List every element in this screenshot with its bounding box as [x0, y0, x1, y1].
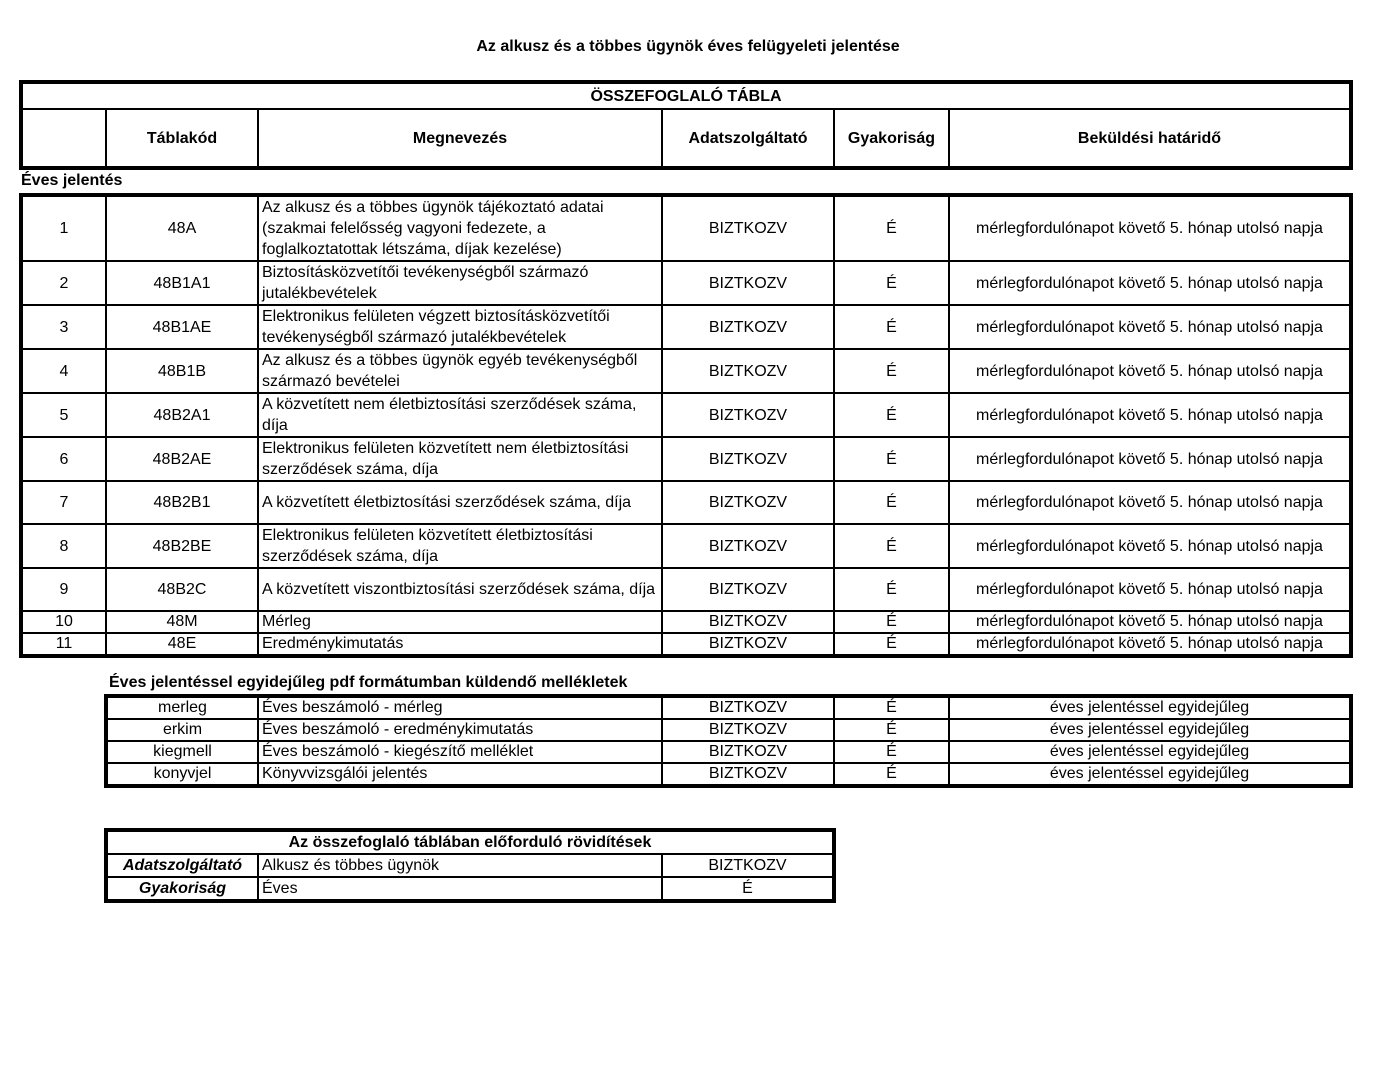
- table-row: [21, 261, 1351, 305]
- deadline: éves jelentéssel egyidejűleg: [949, 741, 1351, 763]
- table-row: [21, 437, 1351, 481]
- table-row: [21, 524, 1351, 568]
- abbreviation-key: Gyakoriság: [106, 877, 258, 901]
- data-provider: BIZTKOZV: [662, 696, 834, 719]
- frequency: É: [834, 195, 949, 261]
- attachment-name: Könyvvizsgálói jelentés: [258, 763, 662, 786]
- deadline: mérlegfordulónapot követő 5. hónap utolsó napja: [949, 568, 1351, 611]
- attachment-code: kiegmell: [106, 741, 258, 763]
- table-code: 48B1AE: [106, 305, 258, 349]
- col-header-code: Táblakód: [106, 109, 258, 168]
- table-row: [21, 481, 1351, 524]
- deadline: éves jelentéssel egyidejűleg: [949, 763, 1351, 786]
- attachment-name: Éves beszámoló - mérleg: [258, 696, 662, 719]
- attachment-code: erkim: [106, 719, 258, 741]
- frequency: É: [834, 393, 949, 437]
- annual-report-label: Éves jelentés: [21, 172, 123, 189]
- table-code: 48B2A1: [106, 393, 258, 437]
- table-name: Az alkusz és a többes ügynök tájékoztató adatai (szakmai felelősség vagyoni fedezete, a foglalkoztatottak létszáma, díjak kezelése): [258, 195, 662, 261]
- data-provider: BIZTKOZV: [662, 305, 834, 349]
- table-row: [21, 393, 1351, 437]
- table-row: [106, 741, 1351, 763]
- row-number: 2: [21, 261, 106, 305]
- table-name: A közvetített viszontbiztosítási szerződések száma, díja: [258, 568, 662, 611]
- data-provider: BIZTKOZV: [662, 393, 834, 437]
- row-number: 7: [21, 481, 106, 524]
- document-title: Az alkusz és a többes ügynök éves felügyeleti jelentése: [476, 38, 900, 55]
- row-number: 6: [21, 437, 106, 481]
- table-row: [106, 696, 1351, 719]
- frequency: É: [834, 481, 949, 524]
- table-row: [106, 763, 1351, 786]
- frequency: É: [834, 719, 949, 741]
- attachment-code: konyvjel: [106, 763, 258, 786]
- deadline: mérlegfordulónapot követő 5. hónap utolsó napja: [949, 611, 1351, 633]
- data-provider: BIZTKOZV: [662, 719, 834, 741]
- col-header-num: [21, 109, 106, 168]
- row-number: 8: [21, 524, 106, 568]
- col-header-deadline: Beküldési határidő: [949, 109, 1351, 168]
- table-row: [21, 633, 1351, 656]
- data-provider: BIZTKOZV: [662, 349, 834, 393]
- attachment-name: Éves beszámoló - eredménykimutatás: [258, 719, 662, 741]
- deadline: éves jelentéssel egyidejűleg: [949, 719, 1351, 741]
- table-code: 48B2C: [106, 568, 258, 611]
- table-code: 48B1B: [106, 349, 258, 393]
- table-row: [106, 877, 834, 901]
- data-provider: BIZTKOZV: [662, 261, 834, 305]
- table-name: Elektronikus felületen közvetített nem életbiztosítási szerződések száma, díja: [258, 437, 662, 481]
- deadline: éves jelentéssel egyidejűleg: [949, 696, 1351, 719]
- deadline: mérlegfordulónapot követő 5. hónap utolsó napja: [949, 481, 1351, 524]
- summary-header-table: [19, 80, 1353, 170]
- deadline: mérlegfordulónapot követő 5. hónap utolsó napja: [949, 524, 1351, 568]
- data-provider: BIZTKOZV: [662, 195, 834, 261]
- table-name: A közvetített életbiztosítási szerződések száma, díja: [258, 481, 662, 524]
- table-row: [21, 349, 1351, 393]
- deadline: mérlegfordulónapot követő 5. hónap utolsó napja: [949, 393, 1351, 437]
- table-name: Az alkusz és a többes ügynök egyéb tevékenységből származó bevételei: [258, 349, 662, 393]
- table-code: 48M: [106, 611, 258, 633]
- table-code: 48B2BE: [106, 524, 258, 568]
- table-row: [21, 305, 1351, 349]
- row-number: 10: [21, 611, 106, 633]
- annual-report-table: [19, 193, 1353, 658]
- deadline: mérlegfordulónapot követő 5. hónap utolsó napja: [949, 349, 1351, 393]
- attachments-label: Éves jelentéssel egyidejűleg pdf formátumban küldendő mellékletek: [109, 674, 628, 691]
- summary-table-title: ÖSSZEFOGLALÓ TÁBLA: [21, 82, 1351, 109]
- frequency: É: [834, 261, 949, 305]
- data-provider: BIZTKOZV: [662, 437, 834, 481]
- abbreviation-value: É: [662, 877, 834, 901]
- deadline: mérlegfordulónapot követő 5. hónap utolsó napja: [949, 633, 1351, 656]
- deadline: mérlegfordulónapot követő 5. hónap utolsó napja: [949, 437, 1351, 481]
- row-number: 11: [21, 633, 106, 656]
- abbreviation-description: Alkusz és többes ügynök: [258, 854, 662, 877]
- abbreviations-title: Az összefoglaló táblában előforduló rövidítések: [106, 830, 834, 854]
- frequency: É: [834, 611, 949, 633]
- data-provider: BIZTKOZV: [662, 481, 834, 524]
- row-number: 9: [21, 568, 106, 611]
- table-code: 48E: [106, 633, 258, 656]
- data-provider: BIZTKOZV: [662, 763, 834, 786]
- table-code: 48B2AE: [106, 437, 258, 481]
- abbreviation-description: Éves: [258, 877, 662, 901]
- abbreviation-value: BIZTKOZV: [662, 854, 834, 877]
- table-row: [106, 719, 1351, 741]
- frequency: É: [834, 633, 949, 656]
- attachments-table: [104, 694, 1353, 788]
- data-provider: BIZTKOZV: [662, 524, 834, 568]
- data-provider: BIZTKOZV: [662, 568, 834, 611]
- deadline: mérlegfordulónapot követő 5. hónap utolsó napja: [949, 261, 1351, 305]
- table-row: [106, 854, 834, 877]
- table-name: Mérleg: [258, 611, 662, 633]
- col-header-name: Megnevezés: [258, 109, 662, 168]
- table-name: Elektronikus felületen végzett biztosításközvetítői tevékenységből származó jutalékbevételek: [258, 305, 662, 349]
- table-name: A közvetített nem életbiztosítási szerződések száma, díja: [258, 393, 662, 437]
- frequency: É: [834, 741, 949, 763]
- attachment-code: merleg: [106, 696, 258, 719]
- table-name: Elektronikus felületen közvetített életbiztosítási szerződések száma, díja: [258, 524, 662, 568]
- data-provider: BIZTKOZV: [662, 633, 834, 656]
- attachment-name: Éves beszámoló - kiegészítő melléklet: [258, 741, 662, 763]
- row-number: 1: [21, 195, 106, 261]
- table-row: [21, 611, 1351, 633]
- table-row: [21, 568, 1351, 611]
- row-number: 5: [21, 393, 106, 437]
- row-number: 3: [21, 305, 106, 349]
- abbreviations-table: [104, 828, 836, 903]
- row-number: 4: [21, 349, 106, 393]
- frequency: É: [834, 763, 949, 786]
- abbreviation-key: Adatszolgáltató: [106, 854, 258, 877]
- table-code: 48B1A1: [106, 261, 258, 305]
- data-provider: BIZTKOZV: [662, 611, 834, 633]
- frequency: É: [834, 437, 949, 481]
- frequency: É: [834, 349, 949, 393]
- col-header-provider: Adatszolgáltató: [662, 109, 834, 168]
- table-name: Biztosításközvetítői tevékenységből származó jutalékbevételek: [258, 261, 662, 305]
- frequency: É: [834, 568, 949, 611]
- table-code: 48A: [106, 195, 258, 261]
- table-code: 48B2B1: [106, 481, 258, 524]
- deadline: mérlegfordulónapot követő 5. hónap utolsó napja: [949, 305, 1351, 349]
- frequency: É: [834, 696, 949, 719]
- table-name: Eredménykimutatás: [258, 633, 662, 656]
- deadline: mérlegfordulónapot követő 5. hónap utolsó napja: [949, 195, 1351, 261]
- frequency: É: [834, 524, 949, 568]
- table-row: [21, 195, 1351, 261]
- data-provider: BIZTKOZV: [662, 741, 834, 763]
- col-header-frequency: Gyakoriság: [834, 109, 949, 168]
- frequency: É: [834, 305, 949, 349]
